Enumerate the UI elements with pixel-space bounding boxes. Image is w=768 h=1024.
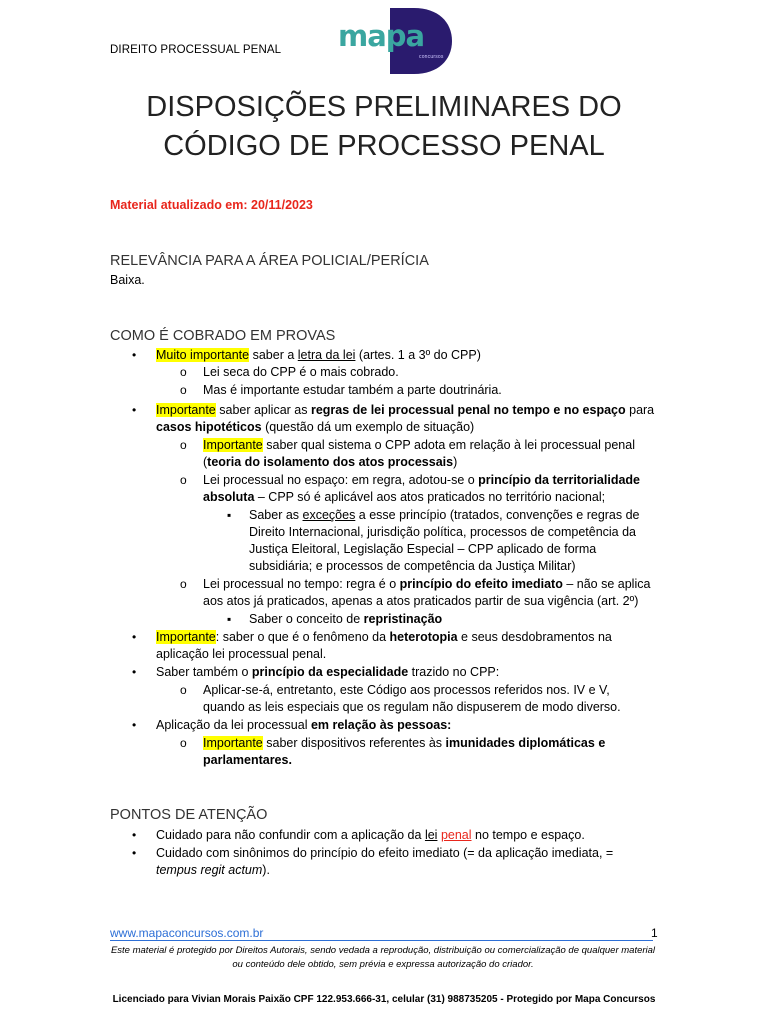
square-bullet-icon: ▪ bbox=[227, 508, 232, 522]
list-item: Saber também o princípio da especialidade trazido no CPP: bbox=[156, 665, 500, 679]
copyright-note: Este material é protegido por Direitos Autorais, sendo vedada a reprodução, distribuição ou comercialização de qualquer material ou conteúdo dele obtido, sem prévia e expressa autorização do criador. bbox=[110, 945, 656, 970]
logo-subtext: concursos bbox=[419, 54, 444, 60]
list-item: Mas é importante estudar também a parte doutrinária. bbox=[203, 383, 502, 397]
list-item: Saber o conceito de repristinação bbox=[249, 612, 443, 626]
title-line-1: DISPOSIÇÕES PRELIMINARES DO bbox=[146, 91, 622, 123]
list-item-cont: tempus regit actum). bbox=[156, 863, 270, 877]
attention-heading: PONTOS DE ATENÇÃO bbox=[110, 807, 268, 823]
bullet-icon: • bbox=[132, 846, 137, 860]
list-item-cont: casos hipotéticos (questão dá um exemplo de situação) bbox=[156, 420, 475, 434]
circle-bullet-icon: o bbox=[180, 365, 187, 379]
list-item: Importante saber aplicar as regras de lei processual penal no tempo e no espaço para bbox=[156, 403, 655, 417]
footer-divider bbox=[110, 940, 653, 941]
list-item-cont: subsidiária; e processos de competência da Justiça Militar) bbox=[249, 559, 576, 573]
list-item: Aplicar-se-á, entretanto, este Código aos processos referidos nos. IV e V, bbox=[203, 683, 610, 697]
circle-bullet-icon: o bbox=[180, 736, 187, 750]
page-title bbox=[0, 88, 768, 166]
list-item: Aplicação da lei processual em relação às pessoas: bbox=[156, 718, 452, 732]
list-item: Lei processual no tempo: regra é o princípio do efeito imediato – não se aplica bbox=[203, 577, 651, 591]
list-item-cont: Justiça Eleitoral, Legislação Especial – CPP aplicado de forma bbox=[249, 542, 597, 556]
relevance-heading: RELEVÂNCIA PARA A ÁREA POLICIAL/PERÍCIA bbox=[110, 253, 429, 269]
circle-bullet-icon: o bbox=[180, 473, 187, 487]
bullet-icon: • bbox=[132, 348, 137, 362]
list-item-cont: aos atos já praticados, apenas a atos praticados partir de sua vigência (art. 2º) bbox=[203, 594, 639, 608]
mapa-logo bbox=[336, 8, 468, 74]
bullet-icon: • bbox=[132, 630, 137, 644]
logo-wordmark: mapa bbox=[338, 19, 425, 53]
list-item: Saber as exceções a esse princípio (tratados, convenções e regras de bbox=[249, 508, 640, 522]
page-number: 1 bbox=[651, 926, 658, 940]
updated-date: Material atualizado em: 20/11/2023 bbox=[110, 198, 313, 212]
license-watermark: Licenciado para Vivian Morais Paixão CPF 122.953.666-31, celular (31) 988735205 - Protegido por Mapa Concursos bbox=[112, 994, 656, 1005]
bullet-icon: • bbox=[132, 828, 137, 842]
bullet-icon: • bbox=[132, 718, 137, 732]
list-item-cont: aplicação lei processual penal. bbox=[156, 647, 327, 661]
bullet-icon: • bbox=[132, 403, 137, 417]
circle-bullet-icon: o bbox=[180, 577, 187, 591]
footer-url-link[interactable]: www.mapaconcursos.com.br bbox=[110, 926, 264, 940]
list-item: Importante: saber o que é o fenômeno da heterotopia e seus desdobramentos na bbox=[156, 630, 612, 644]
list-item: Lei seca do CPP é o mais cobrado. bbox=[203, 365, 399, 379]
list-item-cont: Direito Internacional, jurisdição política, processos de competência da bbox=[249, 525, 637, 539]
list-item: Importante saber qual sistema o CPP adota em relação à lei processual penal bbox=[203, 438, 635, 452]
how-tested-heading: COMO É COBRADO EM PROVAS bbox=[110, 328, 336, 344]
list-item: Importante saber dispositivos referentes às imunidades diplomáticas e bbox=[203, 736, 606, 750]
list-item: Cuidado para não confundir com a aplicação da lei penal no tempo e espaço. bbox=[156, 828, 585, 842]
relevance-value: Baixa. bbox=[110, 273, 145, 287]
course-label: DIREITO PROCESSUAL PENAL bbox=[110, 44, 282, 56]
bullet-icon: • bbox=[132, 665, 137, 679]
list-item: Cuidado com sinônimos do princípio do efeito imediato (= da aplicação imediata, = bbox=[156, 846, 614, 860]
list-item-cont: parlamentares. bbox=[203, 753, 292, 767]
list-item-cont: quando as leis especiais que os regulam não dispuserem de modo diverso. bbox=[203, 700, 621, 714]
list-item: Lei processual no espaço: em regra, adotou-se o princípio da territorialidade bbox=[203, 473, 641, 487]
title-line-2: CÓDIGO DE PROCESSO PENAL bbox=[163, 130, 605, 162]
list-item-cont: (teoria do isolamento dos atos processais) bbox=[203, 455, 458, 469]
circle-bullet-icon: o bbox=[180, 683, 187, 697]
list-item-cont: absoluta – CPP só é aplicável aos atos praticados no território nacional; bbox=[203, 490, 606, 504]
circle-bullet-icon: o bbox=[180, 438, 187, 452]
square-bullet-icon: ▪ bbox=[227, 612, 232, 626]
circle-bullet-icon: o bbox=[180, 383, 187, 397]
list-item: Muito importante saber a letra da lei (artes. 1 a 3º do CPP) bbox=[156, 348, 481, 362]
